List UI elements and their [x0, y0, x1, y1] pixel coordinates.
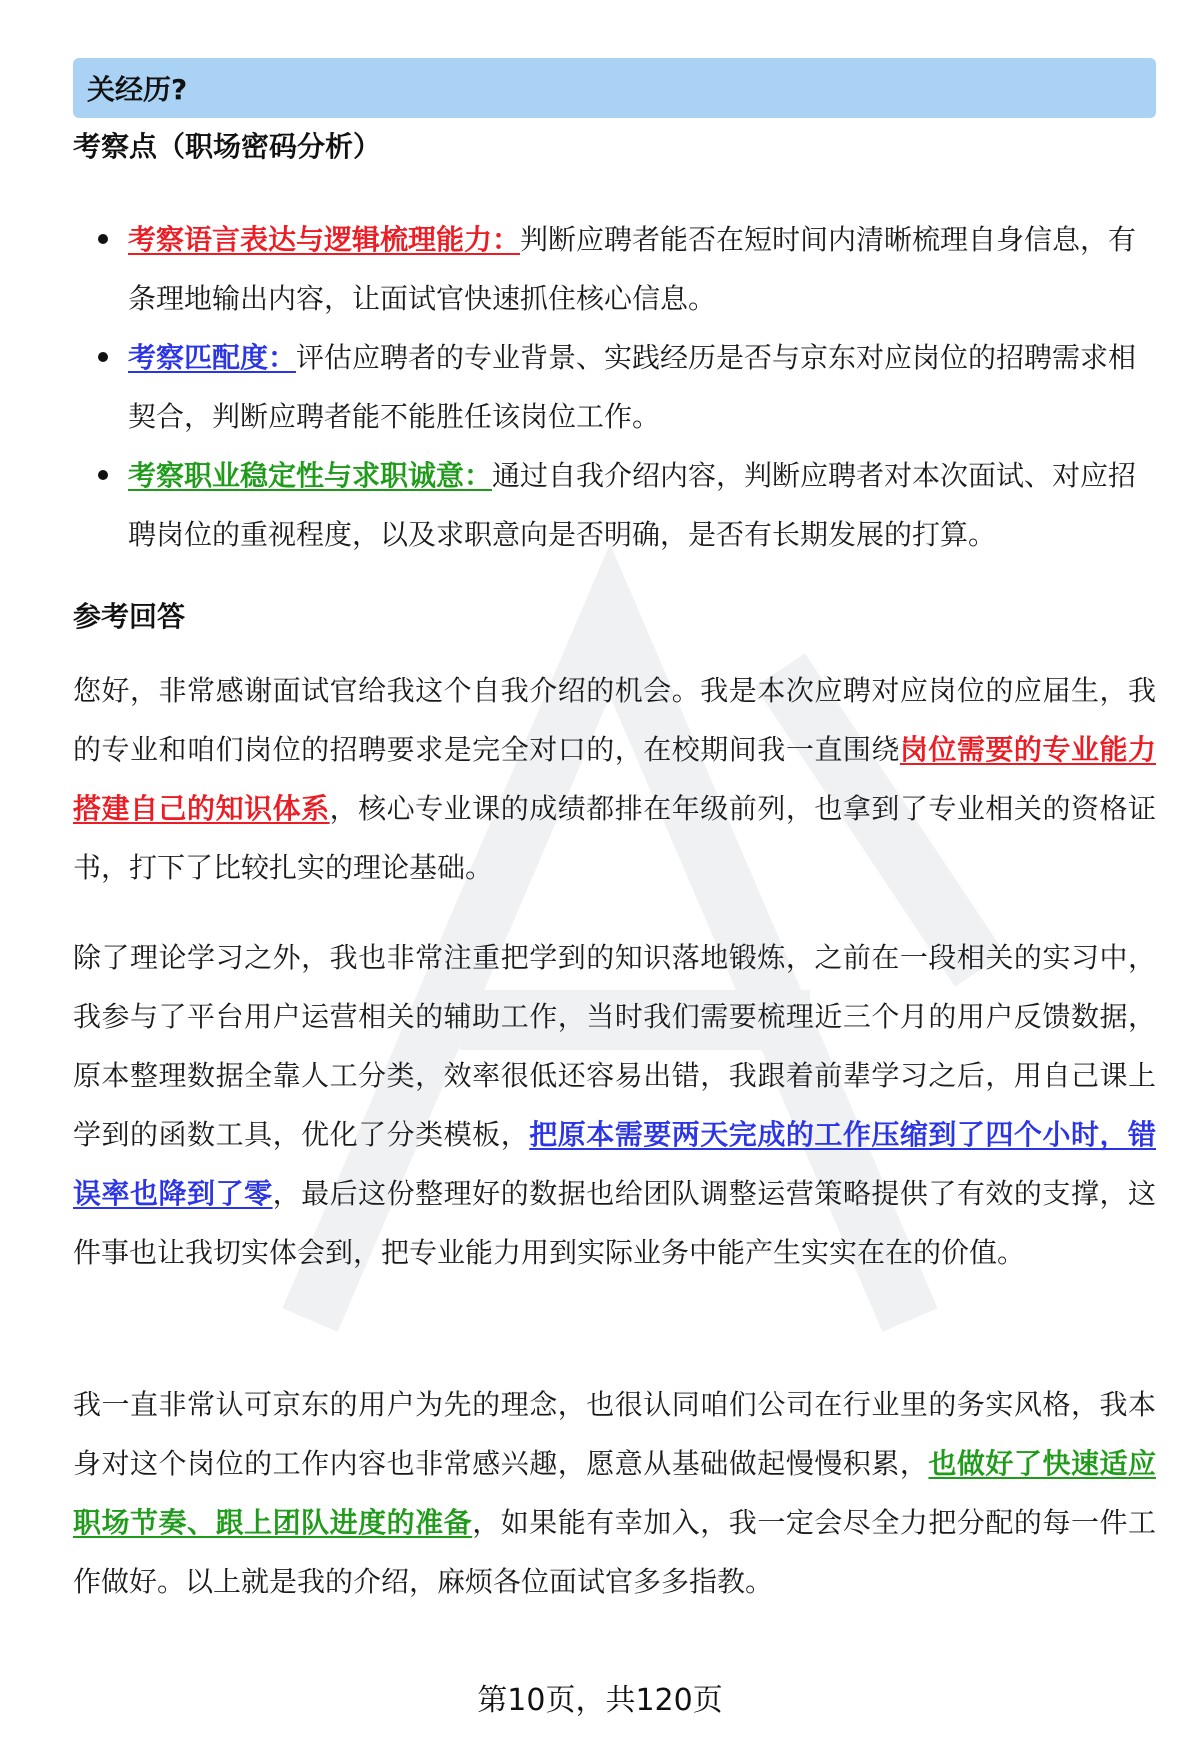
paragraph-text: 您好，非常感谢面试官给我这个自我介绍的机会。我是本次应聘对应岗位的应届生，我的专业和咱们岗位的招聘要求是完全对口的，在校期间我一直围绕 [73, 674, 1156, 766]
list-item [73, 446, 1156, 564]
list-item [73, 328, 1156, 446]
highlight-knowledge-system: 岗位需要的专业能力搭建自己的知识体系 [73, 733, 1156, 825]
point-text: 判断应聘者能否在短时间内清晰梳理自身信息，有条理地输出内容，让面试官快速抓住核心信息。 [128, 223, 1137, 315]
bullet-icon [98, 234, 108, 244]
answer-section-title: 参考回答 [73, 600, 186, 633]
bullet-icon [98, 470, 108, 480]
answer-paragraph-3 [73, 1375, 1156, 1611]
paragraph-text: ，最后这份整理好的数据也给团队调整运营策略提供了有效的支撑，这件事也让我切实体会到，把专业能力用到实际业务中能产生实实在在的价值。 [73, 1177, 1156, 1269]
bullet-icon [98, 352, 108, 362]
point-label-stability: 考察职业稳定性与求职诚意： [128, 459, 493, 492]
page-number: 第10页，共120页 [477, 1683, 723, 1718]
highlight-efficiency: 把原本需要两天完成的工作压缩到了四个小时，错误率也降到了零 [73, 1118, 1156, 1210]
paragraph-text: ，如果能有幸加入，我一定会尽全力把分配的每一件工作做好。以上就是我的介绍，麻烦各位面试官多多指教。 [73, 1506, 1156, 1598]
point-label-language: 考察语言表达与逻辑梳理能力： [128, 223, 521, 256]
exam-section-title: 考察点（职场密码分析） [73, 130, 382, 163]
point-text: 通过自我介绍内容，判断应聘者对本次面试、对应招聘岗位的重视程度，以及求职意向是否明确，是否有长期发展的打算。 [128, 459, 1137, 551]
point-text: 评估应聘者的专业背景、实践经历是否与京东对应岗位的招聘需求相契合，判断应聘者能不能胜任该岗位工作。 [128, 341, 1137, 433]
answer-paragraph-2 [73, 928, 1156, 1282]
paragraph-text: ，核心专业课的成绩都排在年级前列，也拿到了专业相关的资格证书，打下了比较扎实的理论基础。 [73, 792, 1156, 884]
question-banner [73, 58, 1156, 118]
paragraph-text: 除了理论学习之外，我也非常注重把学到的知识落地锻炼，之前在一段相关的实习中，我参与了平台用户运营相关的辅助工作，当时我们需要梳理近三个月的用户反馈数据，原本整理数据全靠人工分类，效率很低还容易出错，我跟着前辈学习之后，用自己课上学到的函数工具，优化了分类模板， [73, 941, 1156, 1151]
exam-points-list [73, 210, 1156, 564]
highlight-adaptation: 也做好了快速适应职场节奏、跟上团队进度的准备 [73, 1447, 1156, 1539]
question-text: 关经历? [87, 73, 188, 106]
point-label-match: 考察匹配度： [128, 341, 297, 374]
paragraph-text: 我一直非常认可京东的用户为先的理念，也很认同咱们公司在行业里的务实风格，我本身对这个岗位的工作内容也非常感兴趣，愿意从基础做起慢慢积累， [73, 1388, 1156, 1480]
answer-paragraph-1 [73, 661, 1156, 897]
list-item [73, 210, 1156, 328]
